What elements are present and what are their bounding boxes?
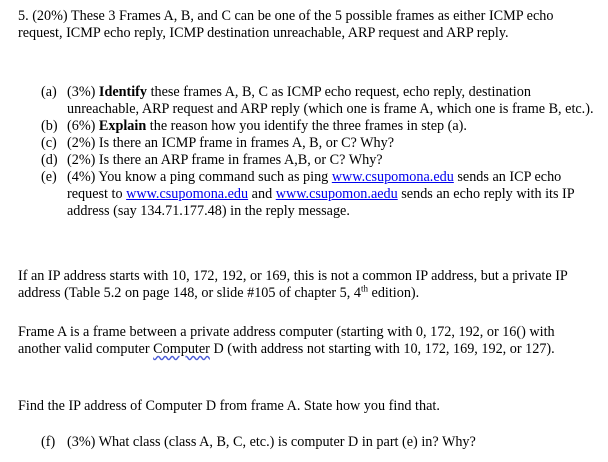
item-text: (2%) Is there an ARP frame in frames A,B, or C? Why? (67, 152, 383, 168)
sub-question-list (41, 84, 596, 220)
item-text: sends an echo reply with its IP address (say 134.71.177.48) in the reply message. (67, 186, 575, 219)
find-ip-instruction: Find the IP address of Computer D from frame A. State how you find that. (18, 398, 440, 414)
frame-a-text: D (with address not starting with 10, 172, 169, 192, or 127). (213, 341, 555, 357)
spellcheck-word: Computer (153, 341, 210, 357)
sub-question-f-container (41, 434, 596, 451)
item-percent: (3%) (67, 84, 96, 100)
ordinal-suffix: th (360, 283, 368, 294)
sub-question-e (41, 169, 596, 220)
echo-request-link[interactable]: www.csupomona.edu (126, 186, 249, 202)
private-address-note (18, 268, 598, 302)
item-text: (4%) You know a ping command such as ping (67, 169, 329, 185)
item-label: (d) (41, 152, 58, 168)
note-text: If an IP address starts with 10, 172, 192, or 169, this is not a common IP address, but a private IP address (Table 5.2 on page 148, or slide #105 of chapter 5, 4 (18, 268, 568, 301)
item-text: the reason how you identify the three frames in step (a). (149, 118, 467, 134)
echo-reply-link[interactable]: www.csupomon.aedu (275, 186, 398, 202)
frame-a-description (18, 324, 598, 358)
item-label: (a) (41, 84, 57, 100)
item-keyword: Explain (98, 118, 147, 134)
sub-question-f (41, 434, 596, 451)
sub-question-c (41, 135, 596, 152)
item-keyword: Identify (98, 84, 148, 100)
item-label: (f) (41, 434, 56, 450)
item-text: these frames A, B, C as ICMP echo request, echo reply, destination unreachable, ARP request and ARP reply (which one is frame A, which one is frame B, etc.). (67, 84, 594, 117)
sub-question-b (41, 118, 596, 135)
item-text: (3%) What class (class A, B, C, etc.) is computer D in part (e) in? Why? (67, 434, 476, 450)
question-intro: 5. (20%) These 3 Frames A, B, and C can be one of the 5 possible frames as either ICMP echo request, ICMP echo reply, ICMP destination unreachable, ARP request and ARP reply. (18, 8, 554, 41)
item-text: (2%) Is there an ICMP frame in frames A, B, or C? Why? (67, 135, 395, 151)
note-text: edition). (367, 285, 420, 301)
sub-question-d (41, 152, 596, 169)
item-label: (e) (41, 169, 57, 185)
item-text: sends an ICP echo request to (67, 169, 562, 202)
sub-question-a (41, 84, 596, 118)
item-text: and (251, 186, 273, 202)
ping-target-link[interactable]: www.csupomona.edu (331, 169, 454, 185)
frame-a-text: Frame A is a frame between a private address computer (starting with 0, 172, 192, or 16() with another valid computer (18, 324, 555, 357)
item-label: (b) (41, 118, 58, 134)
item-percent: (6%) (67, 118, 96, 134)
item-label: (c) (41, 135, 57, 151)
